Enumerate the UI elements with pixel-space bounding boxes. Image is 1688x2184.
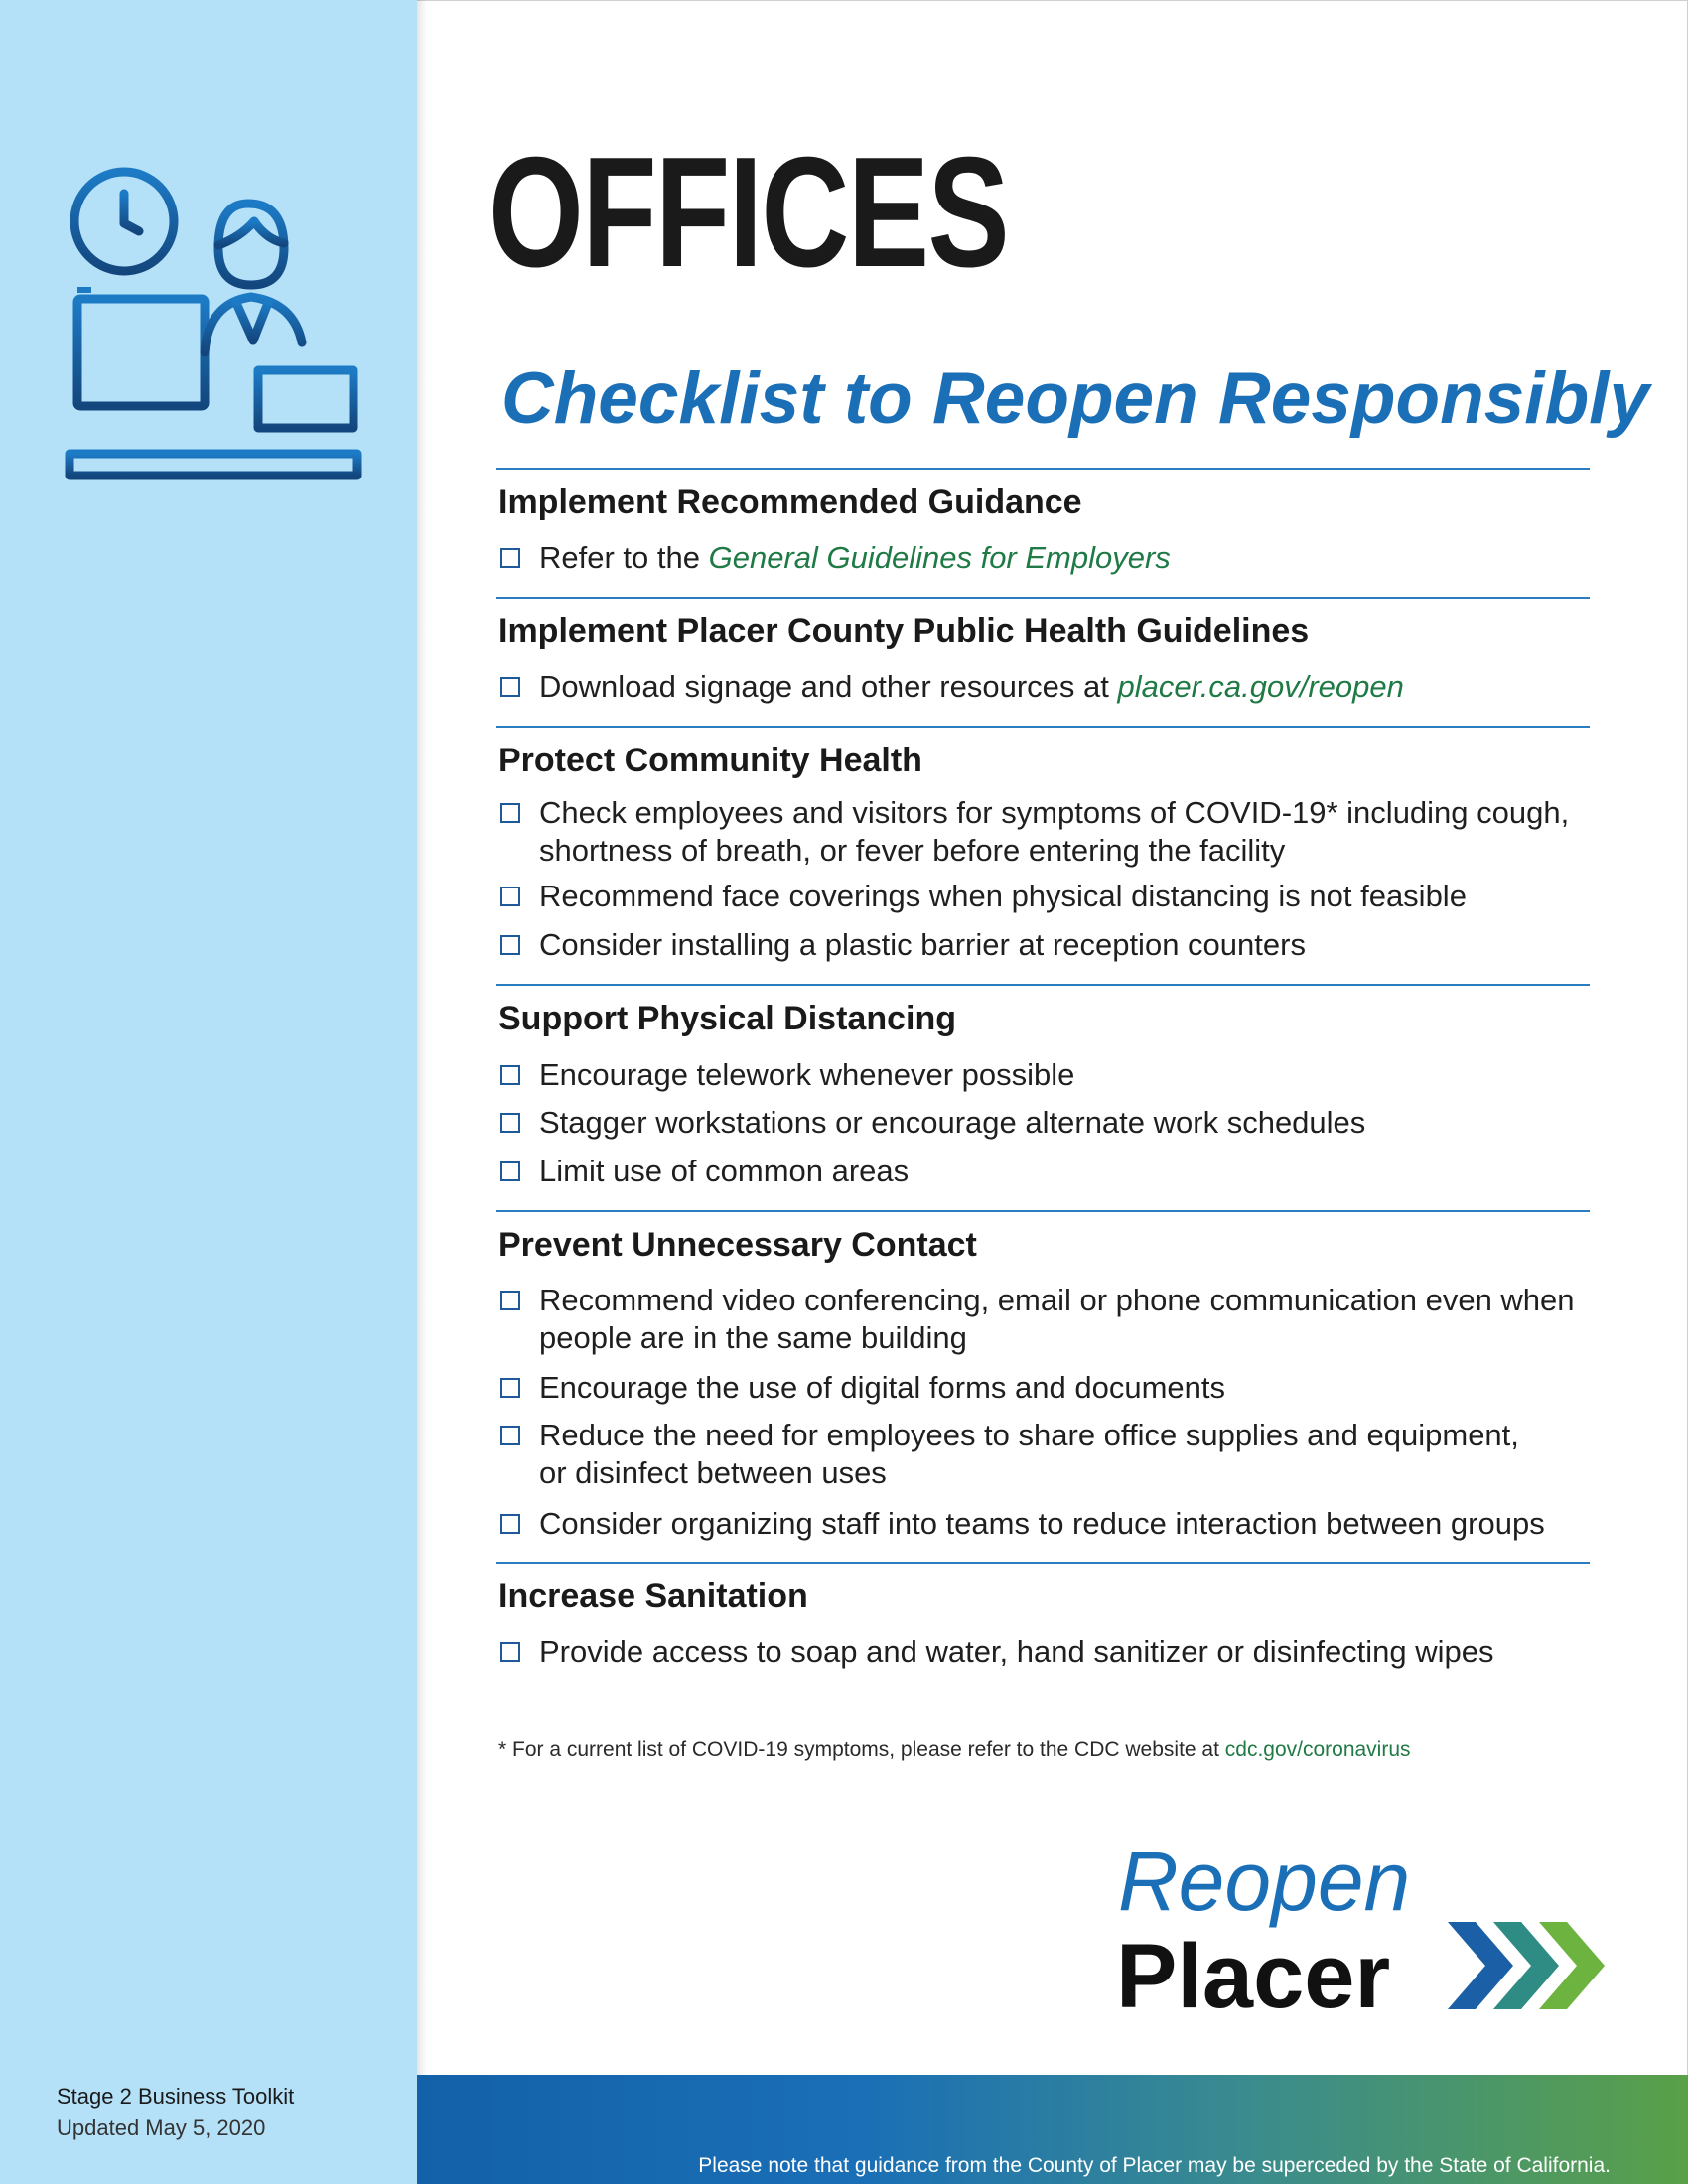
section-heading: Support Physical Distancing: [498, 1000, 956, 1037]
checkbox-icon[interactable]: [500, 1514, 520, 1534]
checkbox-icon[interactable]: [500, 1642, 520, 1662]
checklist-item-text: Encourage telework whenever possible: [539, 1057, 1075, 1092]
toolkit-label: Stage 2 Business Toolkit: [57, 2084, 295, 2109]
checklist-item-text: Reduce the need for employees to share office supplies and equipment, or disinfect between uses: [539, 1418, 1519, 1490]
checkbox-icon[interactable]: [500, 1113, 520, 1133]
guidelines-link[interactable]: General Guidelines for Employers: [708, 540, 1171, 575]
checklist-item: [500, 794, 1572, 870]
office-worker-icon: [60, 164, 377, 481]
checkbox-icon[interactable]: [500, 887, 520, 906]
checklist-item-text: Consider installing a plastic barrier at reception counters: [539, 927, 1306, 962]
checklist-item: [500, 1104, 1612, 1142]
divider-rule: [496, 984, 1590, 986]
divider-rule: [496, 726, 1590, 728]
logo-line1: Reopen: [1118, 1837, 1411, 1928]
divider-rule: [496, 597, 1590, 599]
checklist-item-text: Download signage and other resources at: [539, 669, 1118, 704]
checklist-item: [500, 1153, 1612, 1190]
logo-graphic: [1112, 1837, 1628, 2035]
checklist-item: [500, 668, 1612, 706]
page-title: OFFICES: [489, 125, 1009, 300]
section-heading: Protect Community Health: [498, 742, 922, 779]
checklist-item: [500, 1282, 1582, 1357]
checklist-item: [500, 1633, 1612, 1671]
logo-line2: Placer: [1116, 1926, 1391, 2027]
sidebar: [0, 0, 417, 2184]
checklist-item-text: Provide access to soap and water, hand sanitizer or disinfecting wipes: [539, 1634, 1494, 1669]
updated-date: Updated May 5, 2020: [57, 2116, 266, 2140]
checklist-item-text: Limit use of common areas: [539, 1154, 910, 1188]
triple-chevron-arrows-icon: [1448, 1922, 1605, 2009]
checkbox-icon[interactable]: [500, 1065, 520, 1085]
checkbox-icon[interactable]: [500, 935, 520, 955]
checkbox-icon[interactable]: [500, 1291, 520, 1310]
divider-rule: [496, 468, 1590, 470]
sidebar-shadow: [417, 0, 427, 2075]
disclaimer-text: Please note that guidance from the County of Placer may be superceded by the State of California.: [698, 2154, 1611, 2177]
cdc-link[interactable]: cdc.gov/coronavirus: [1224, 1738, 1411, 1761]
page-subtitle: Checklist to Reopen Responsibly: [501, 358, 1650, 439]
footnote-text: * For a current list of COVID-19 symptoms, please refer to the CDC website at: [498, 1738, 1225, 1761]
checkbox-icon[interactable]: [500, 548, 520, 568]
divider-rule: [496, 1210, 1590, 1212]
checklist-item: [500, 1417, 1542, 1492]
checklist-item-text: Consider organizing staff into teams to reduce interaction between groups: [539, 1506, 1545, 1541]
section-heading: Increase Sanitation: [498, 1577, 808, 1615]
checkbox-icon[interactable]: [500, 1378, 520, 1398]
section-heading: Implement Recommended Guidance: [498, 483, 1082, 521]
checkbox-icon[interactable]: [500, 677, 520, 697]
checkbox-icon[interactable]: [500, 803, 520, 823]
checklist-item-text: Encourage the use of digital forms and documents: [539, 1370, 1226, 1405]
checklist-item-text: Recommend video conferencing, email or phone communication even when people are in the same building: [539, 1283, 1575, 1355]
office-worker-desk-clock-icon: [60, 164, 377, 481]
footnote: [498, 1738, 1411, 1762]
reopen-placer-logo: [1112, 1837, 1628, 2035]
checklist-item: [500, 1056, 1612, 1094]
section-heading: Implement Placer County Public Health Guidelines: [498, 613, 1310, 650]
divider-rule: [496, 1562, 1590, 1564]
checklist-item-text: Check employees and visitors for symptoms of COVID-19* including cough, shortness of breath, or fever before entering the facility: [539, 795, 1570, 868]
checklist-item: [500, 539, 1612, 577]
checklist-item: [500, 1369, 1612, 1407]
checkbox-icon[interactable]: [500, 1426, 520, 1445]
reopen-link[interactable]: placer.ca.gov/reopen: [1117, 669, 1404, 704]
checklist-item: [500, 1505, 1612, 1543]
section-heading: Prevent Unnecessary Contact: [498, 1226, 977, 1264]
checklist-item-text: Refer to the: [539, 540, 709, 575]
checklist-item: [500, 926, 1612, 964]
checklist-item-text: Stagger workstations or encourage alternate work schedules: [539, 1105, 1366, 1140]
checkbox-icon[interactable]: [500, 1161, 520, 1181]
checklist-item: [500, 878, 1612, 915]
toolkit-info: [57, 2081, 294, 2144]
checklist-item-text: Recommend face coverings when physical distancing is not feasible: [539, 879, 1467, 913]
